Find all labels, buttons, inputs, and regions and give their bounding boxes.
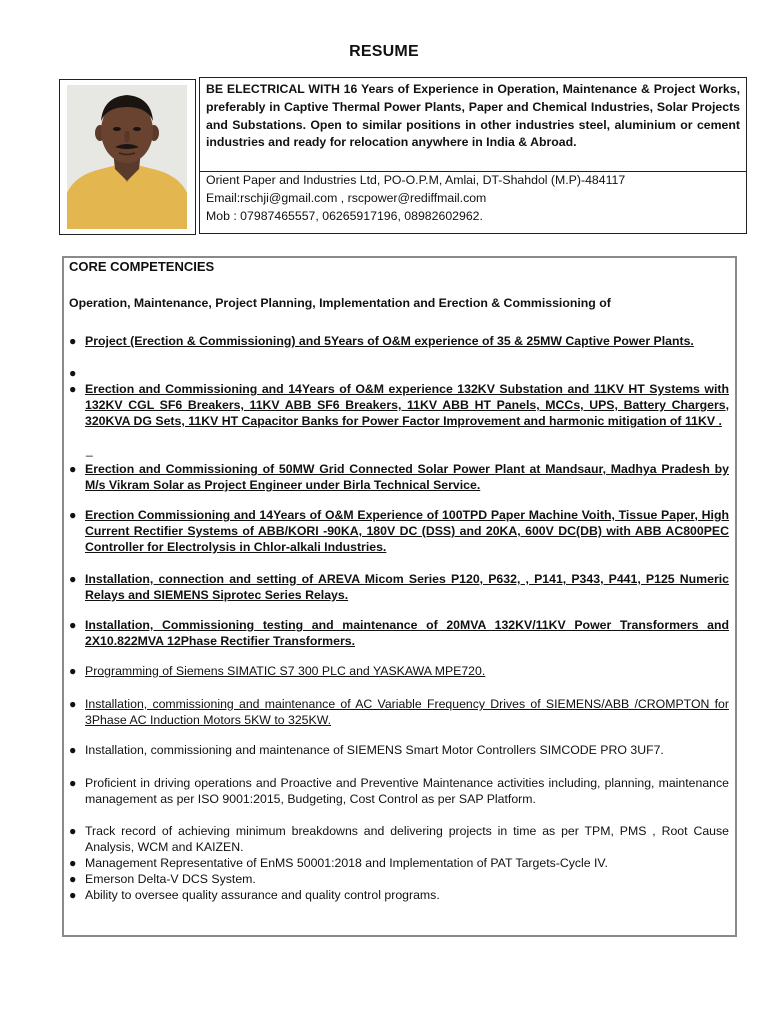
address-line: Orient Paper and Industries Ltd, PO-O.P.M, Amlai, DT-Shahdol (M.P)-484117 (206, 173, 626, 187)
bullet-icon: ● (69, 334, 77, 348)
email-line: Email:rschji@gmail.com , rscpower@rediffmail.com (206, 190, 487, 205)
contact-details (199, 171, 747, 234)
competencies-heading: CORE COMPETENCIES (69, 259, 215, 274)
bullet-icon: ● (69, 366, 77, 380)
competency-item: ● Management Representative of EnMS 50001:2018 and Implementation of PAT Targets-Cycle IV. (69, 856, 608, 870)
bullet-icon: ● (69, 462, 77, 476)
stray-dash-mark: _ (86, 443, 93, 457)
competency-item: ● Erection and Commissioning of 50MW Grid Connected Solar Power Plant at Mandsaur, Madhya Pradesh by M/s Vikram Solar as Project Engineer under Birla Technical Service. (69, 462, 729, 492)
competency-item: ● Emerson Delta-V DCS System. (69, 872, 256, 886)
competency-item: ● Proficient in driving operations and Proactive and Preventive Maintenance activities including, planning, maintenance management as per ISO 9001:2015, Budgeting, Cost Control as per SAP Platform. (69, 776, 729, 806)
competency-item: ● Track record of achieving minimum breakdowns and delivering projects in time as per TPM, PMS , Root Cause Analysis, WCM and KAIZEN. (69, 824, 729, 854)
document-title: RESUME (349, 43, 419, 60)
bullet-icon: ● (69, 618, 77, 632)
competency-item: ● Ability to oversee quality assurance and quality control programs. (69, 888, 440, 902)
competency-item: ● Erection and Commissioning and 14Years of O&M experience 132KV Substation and 11KV HT Systems with 132KV CGL SF6 Breakers, 11KV ABB SF6 Breakers, 11KV ABB HT Panels, MCCs, UPS, Battery Chargers, 320KVA DG Sets, 11KV HT Capacitor Banks for Power Factor Improvement and harmonic mitigation of 11KV . (69, 382, 729, 428)
bullet-icon: ● (69, 824, 77, 838)
bullet-icon: ● (69, 872, 77, 886)
mobile-line: Mob : 07987465557, 06265917196, 08982602962. (206, 208, 483, 223)
competency-item: ● Installation, connection and setting of AREVA Micom Series P120, P632, , P141, P343, P441, P125 Numeric Relays and SIEMENS Siprotec Series Relays. (69, 572, 729, 602)
bullet-icon: ● (69, 888, 77, 902)
bullet-icon: ● (69, 856, 77, 870)
competency-item: ● Programming of Siemens SIMATIC S7 300 PLC and YASKAWA MPE720. (69, 664, 486, 678)
bullet-icon: ● (69, 382, 77, 396)
competency-item: ● Installation, commissioning and maintenance of SIEMENS Smart Motor Controllers SIMCODE PRO 3UF7. (69, 743, 664, 757)
profile-photo (59, 79, 196, 235)
bullet-icon: ● (69, 572, 77, 586)
competency-item: ● Erection Commissioning and 14Years of O&M Experience of 100TPD Paper Machine Voith, Tissue Paper, High Current Rectifier Systems of ABB/KORI -90KA, 180V DC (DSS) and 20KA, 600V DC(DB) with ABB AC800PEC Controller for Electrolysis in Chlor-alkali Industries. (69, 508, 729, 554)
competency-item: ● Installation, Commissioning testing and maintenance of 20MVA 132KV/11KV Power Transformers and 2X10.822MVA 12Phase Rectifier Transformers. (69, 618, 729, 648)
career-summary: BE ELECTRICAL WITH 16 Years of Experience in Operation, Maintenance & Project Works, preferably in Captive Thermal Power Plants, Paper and Chemical Industries, Solar Projects and Substations. Open to similar positions in other industries steel, aluminium or cement industries and ready for relocation anywhere in India & Abroad. (199, 77, 747, 172)
bullet-icon: ● (69, 697, 77, 711)
bullet-icon: ● (69, 743, 77, 757)
competency-item: ● Installation, commissioning and maintenance of AC Variable Frequency Drives of SIEMENS/ABB /CROMPTON for 3Phase AC Induction Motors 5KW to 325KW. (69, 697, 729, 727)
portrait-image (67, 85, 187, 229)
bullet-icon: ● (69, 508, 77, 522)
competency-item: ● Project (Erection & Commissioning) and 5Years of O&M experience of 35 & 25MW Captive Power Plants. (69, 334, 694, 348)
bullet-icon: ● (69, 776, 77, 790)
bullet-icon: ● (69, 664, 77, 678)
competencies-intro: Operation, Maintenance, Project Planning, Implementation and Erection & Commissioning of (69, 296, 611, 310)
